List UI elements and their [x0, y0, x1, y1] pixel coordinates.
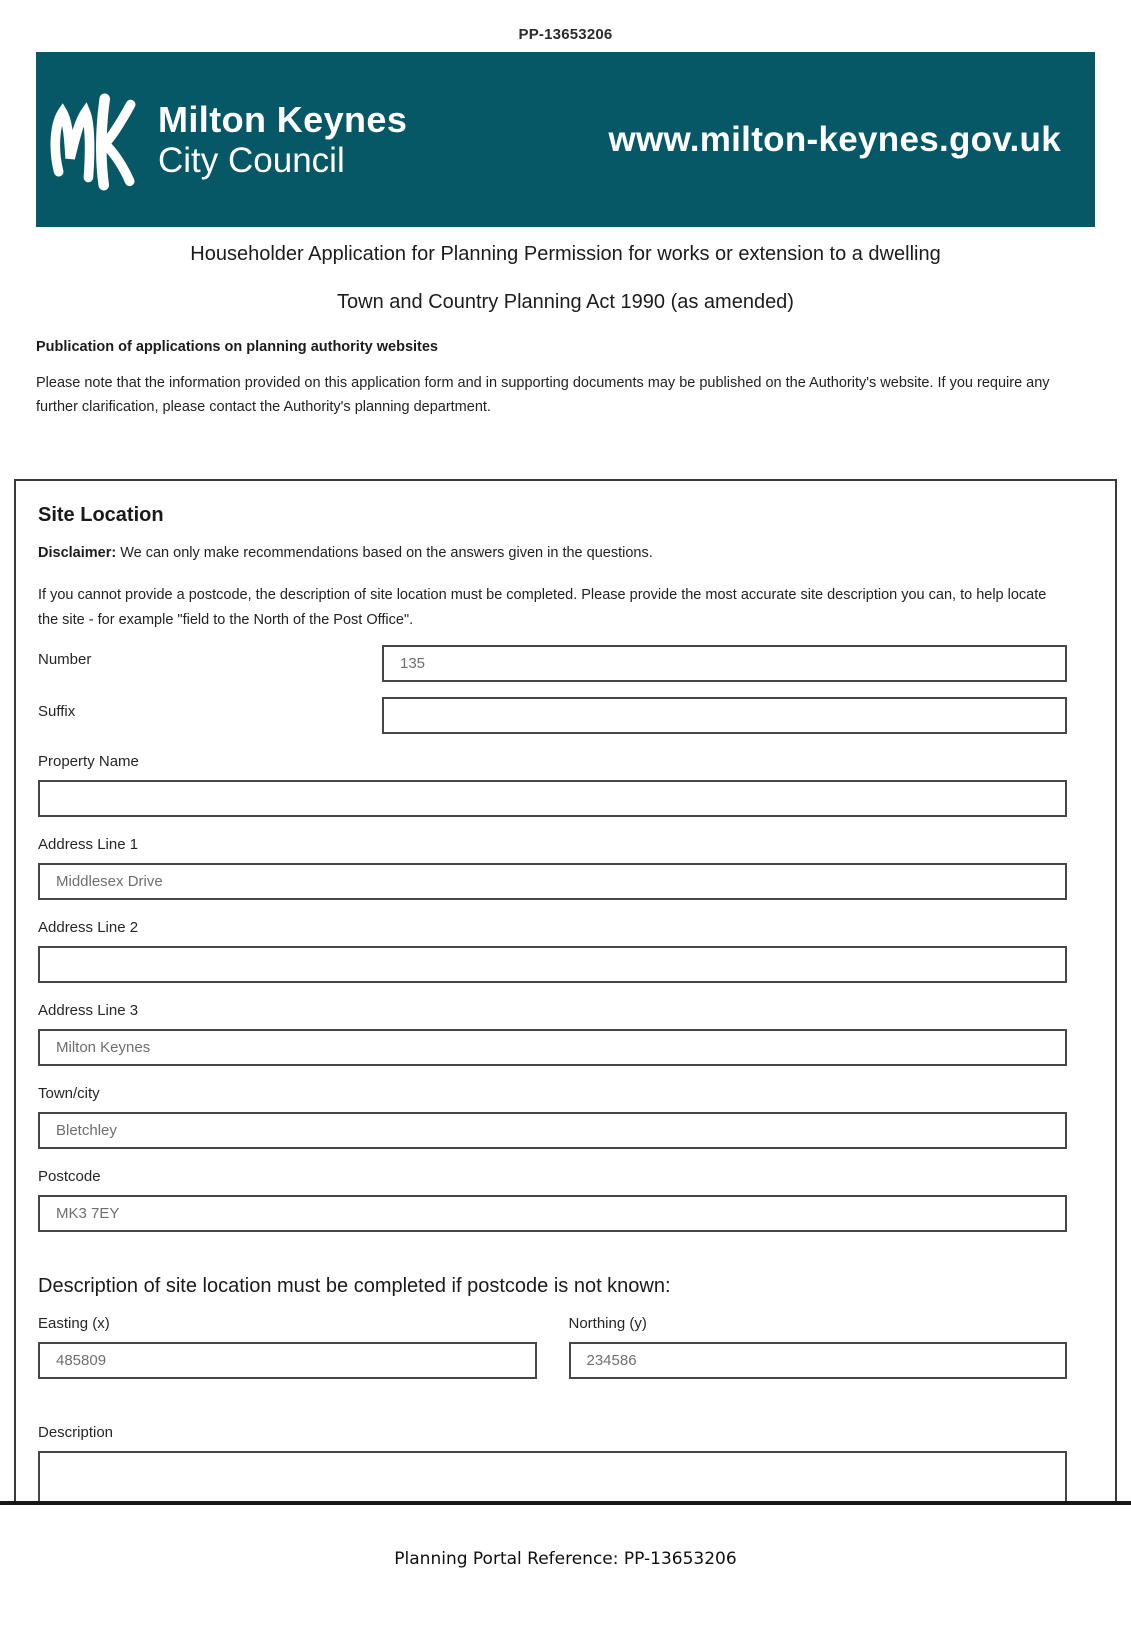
number-row: [38, 645, 1067, 682]
description-input[interactable]: [38, 1451, 1067, 1501]
suffix-input[interactable]: [382, 697, 1067, 734]
council-banner: [36, 52, 1095, 227]
description-section-heading: Description of site location must be completed if postcode is not known:: [38, 1275, 671, 1297]
disclaimer-body: We can only make recommendations based on the answers given in the questions.: [120, 545, 653, 561]
address-line-1-label: Address Line 1: [38, 836, 139, 853]
easting-northing-row: [38, 1316, 1067, 1379]
council-website: www.milton-keynes.gov.uk: [608, 119, 1061, 159]
town-city-input[interactable]: [38, 1112, 1067, 1149]
council-logo: [50, 87, 407, 193]
suffix-label: Suffix: [38, 703, 76, 720]
address-line-3-group: [38, 1003, 1067, 1066]
council-name-line1: Milton Keynes: [158, 98, 408, 140]
site-location-heading: Site Location: [38, 504, 164, 526]
postcode-input[interactable]: [38, 1195, 1067, 1232]
address-line-1-group: [38, 837, 1067, 900]
postcode-note: If you cannot provide a postcode, the description of site location must be completed. Please provide the most accurate site description you can, to help locate the site - for example "field to the North of the Post Office".: [38, 587, 1047, 628]
address-line-2-group: [38, 920, 1067, 983]
number-input[interactable]: [382, 645, 1067, 682]
council-name: [158, 99, 407, 181]
document-title: Householder Application for Planning Permission for works or extension to a dwelling: [190, 243, 941, 265]
postcode-label: Postcode: [38, 1168, 101, 1185]
publication-heading: Publication of applications on planning authority websites: [36, 339, 438, 355]
northing-label: Northing (y): [568, 1315, 647, 1332]
address-line-2-label: Address Line 2: [38, 919, 139, 936]
address-fields: [38, 645, 1067, 1232]
disclaimer-text: [38, 543, 1067, 563]
property-name-input[interactable]: [38, 780, 1067, 817]
address-line-3-label: Address Line 3: [38, 1002, 139, 1019]
address-line-1-input[interactable]: [38, 863, 1067, 900]
address-line-2-input[interactable]: [38, 946, 1067, 983]
suffix-row: [38, 697, 1067, 734]
footer-reference: Planning Portal Reference: PP-13653206: [394, 1549, 737, 1569]
publication-text: Please note that the information provided on this application form and in supporting documents may be published on the Authority's website. If you require any further clarification, please contact the Authority's planning department.: [36, 375, 1050, 415]
site-location-section: [14, 479, 1117, 1501]
number-label: Number: [38, 651, 92, 668]
postcode-group: [38, 1169, 1067, 1232]
northing-group: [569, 1316, 1068, 1379]
disclaimer-label: Disclaimer:: [38, 545, 117, 561]
description-label: Description: [38, 1424, 114, 1441]
easting-label: Easting (x): [38, 1315, 110, 1332]
property-name-label: Property Name: [38, 753, 139, 770]
description-group: [38, 1425, 1067, 1501]
town-city-group: [38, 1086, 1067, 1149]
mk-logo-icon: [50, 89, 146, 193]
town-city-label: Town/city: [38, 1085, 100, 1102]
easting-group: [38, 1316, 537, 1379]
property-name-group: [38, 754, 1067, 817]
easting-input[interactable]: [38, 1342, 537, 1379]
council-name-line2: City Council: [158, 140, 345, 180]
top-reference: PP-13653206: [518, 26, 613, 43]
document-subtitle: Town and Country Planning Act 1990 (as amended): [337, 291, 794, 313]
northing-input[interactable]: [569, 1342, 1068, 1379]
page-break-line: [0, 1501, 1131, 1505]
address-line-3-input[interactable]: [38, 1029, 1067, 1066]
